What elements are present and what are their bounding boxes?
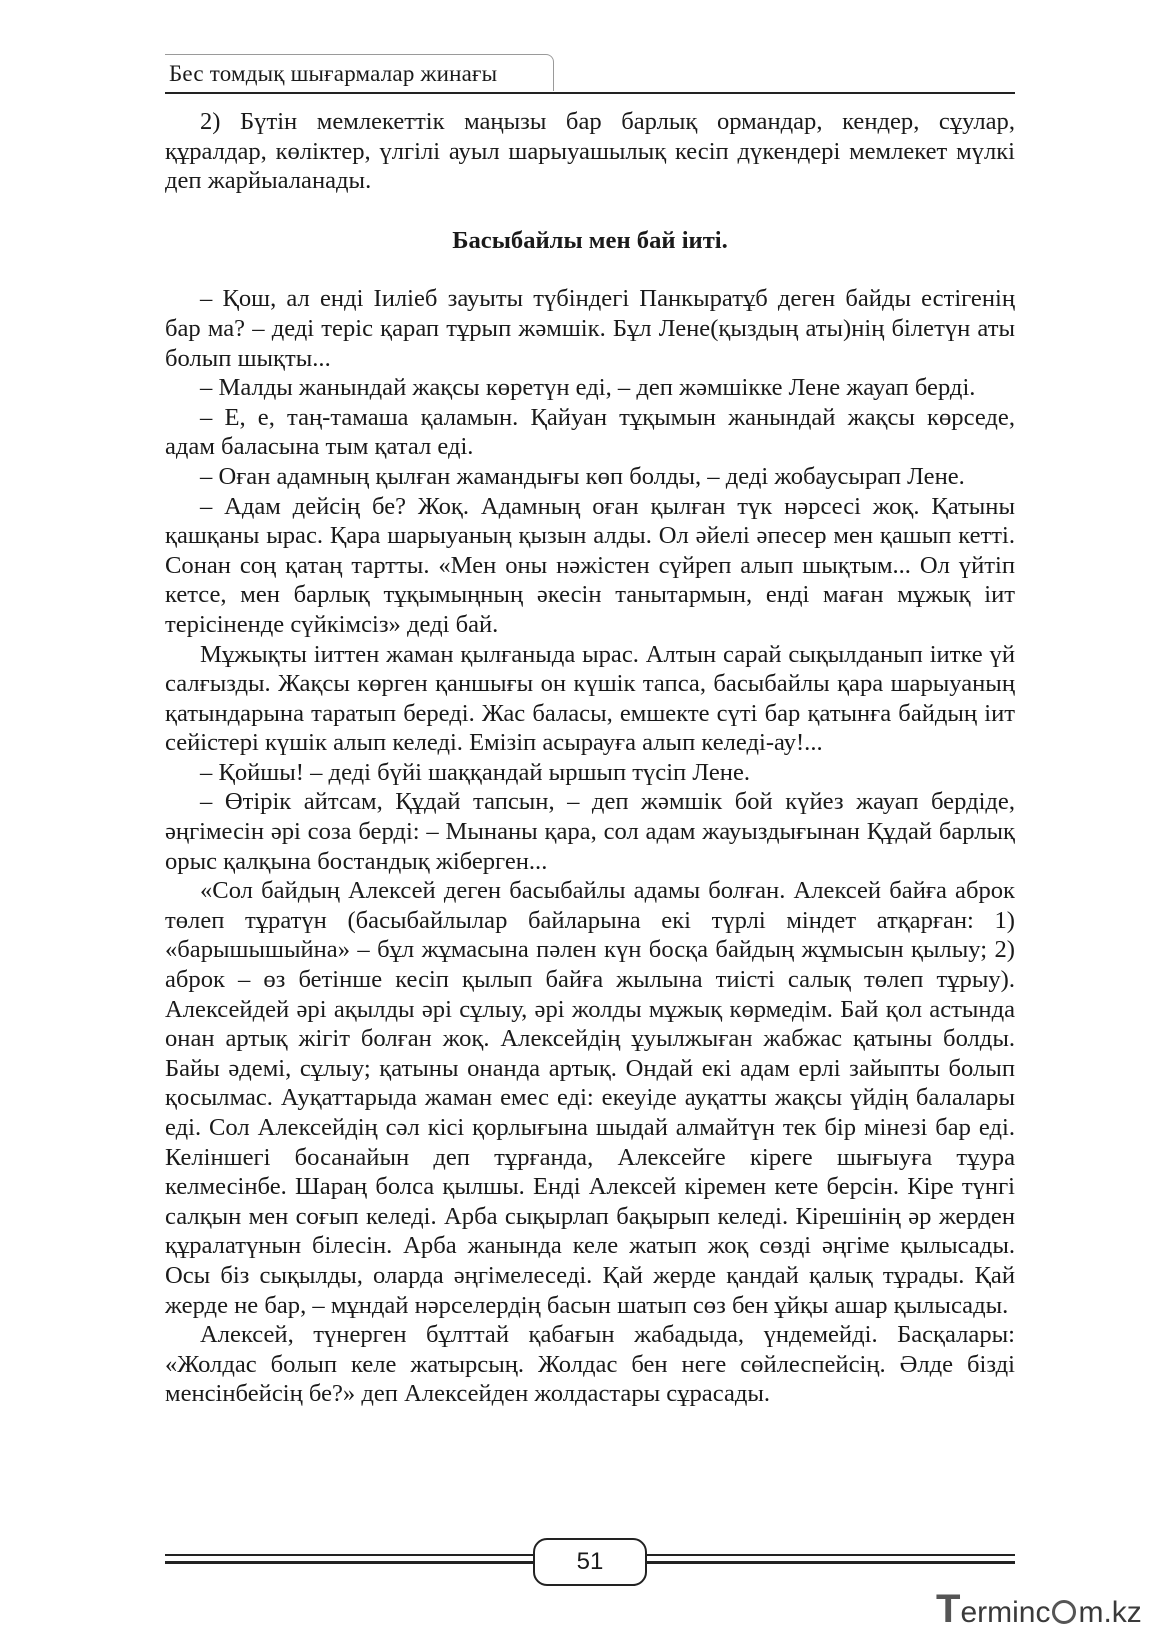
body-paragraph: «Сол байдың Алексей деген басыбайлы адамы болған. Алексей байға аброк төлеп тұратүн (басыбайлылар байларына екі түрлі міндет атқарған: 1) «барышышыйна» – бұл жұмасына пәлен күн босқа байдың жұмысын қылыу; 2) аброк – өз бетінше кесіп қылып байға жылына тиісті салық төлеп тұрыу). Алексейдей әрі ақылды әрі сұлыу, әрі жолды мұжық көрмедім. Бай қол астында онан артық жігіт болған жоқ. Алексейдің ұуылжыған жабжас қатыны болды. Байы әдемі, сұлыу; қатыны онанда артық. Ондай екі адам ерлі зайыпты болып қосылмас. Ауқаттарыда жаман емес еді: екеуіде ауқатты жақсы үйдің балалары еді. Сол Алексейдің сәл кісі қорлығына шыдай алмайтүн тек бір мінезі бар еді. Келіншегі босанайын деп тұрғанда, Алексейге кіреге шығыуға тұура келмесінбе. Шараң болса қылшы. Енді Алексей кіремен кете берсін. Кіре түнгі салқын мен соғып келеді. Арба сықырлап бақырып келеді. Кірешінің әр жерден құралатүнын білесін. Арба жанында келе жатып жоқ сөзді әңгіме қылысады. Осы біз сықылды, оларда әңгімелеседі. Қай жерде қандай қалық тұрады. Қай жерде не бар, – мұндай нәрселердің басын шатып сөз бен ұйқы ашар қылысады. [165,877,1015,1319]
page-body [165,107,1015,1409]
watermark-o-circle [1052,1600,1076,1624]
body-paragraph: – Адам дейсің бе? Жоқ. Адамның оған қылған түк нәрсесі жоқ. Қатыны қашқаны ырас. Қара шарыуаның қызын алды. Ол әйелі әпесер мен қашып кетті. Сонан соң қатаң тартты. «Мен оны нәжістен сүйреп алып шықтым... Ол үйтіп кетсе, мен барлық тұқымыңның әкесін танытармын, енді маған мұжық іит терісіненде сүйкімсіз» деді бай. [165,492,1015,638]
intro-paragraph: 2) Бүтін мемлекеттік маңызы бар барлық ормандар, кендер, сұулар, құралдар, көліктер, үлгілі ауыл шарыуашылық кесіп дүкендері мемлекет мүлкі деп жарйыаланады. [165,108,1015,195]
watermark-initial: T [936,1587,961,1631]
body-paragraph: – Өтірік айтсам, Құдай тапсын, – деп жәмшік бой күйез жауап бердіде, әңгімесін әрі соза берді: – Мынаны қара, сол адам жауыздығынан Құдай барлық орыс қалқына бостандық жіберген... [165,788,1015,875]
body-paragraph: – Қош, ал енді Іиліеб зауыты түбіндегі Панкыратұб деген байды естігенің бар ма? – деді теріс қарап тұрып жәмшік. Бұл Лене(қыздың аты)нің білетүн аты болып шықты... [165,285,1015,372]
running-header [165,54,1015,94]
body-paragraph: – Малды жанындай жақсы көретүн еді, – деп жәмшікке Лене жауап берді. [200,374,976,402]
body-paragraph: Алексей, түнерген бұлттай қабағын жабадыда, үндемейді. Басқалары: «Жолдас болып келе жатырсың. Жолдас бен неге сөйлеспейсің. Әлде бізді менсінбейсің бе?» деп Алексейден жолдастары сұрасады. [165,1321,1015,1408]
header-rule [165,92,1015,94]
body-paragraph: – Оған адамның қылған жамандығы көп болды, – деді жобаусырап Лене. [200,462,965,490]
body-paragraph: – Қойшы! – деді бүйі шаққандай ыршып түсіп Лене. [200,758,751,786]
section-title: Басыбайлы мен бай іиті. [452,226,728,254]
book-title: Бес томдық шығармалар жинағы [169,61,498,86]
watermark-text-end: m.kz [1078,1596,1142,1629]
watermark-text-mid: erminc [960,1596,1051,1629]
body-paragraph: – Е, е, таң-тамаша қаламын. Қайуан тұқымын жанындай жақсы көрседе, адам баласына тым қатал еді. [165,403,1015,461]
watermark-logo [936,1587,1142,1631]
page-number: 51 [533,1538,647,1586]
body-paragraph: Мұжықты іиттен жаман қылғаныда ырас. Алтын сарай сықылданып іитке үй салғызды. Жақсы көрген қаншығы он күшік тапса, басыбайлы қара шарыуаның қатындарына таратып береді. Жас баласы, емшекте сүті бар қатынға байдың іит сейістері күшік алып келеді. Емізіп асырауға алып келеді-ау!... [165,640,1015,757]
